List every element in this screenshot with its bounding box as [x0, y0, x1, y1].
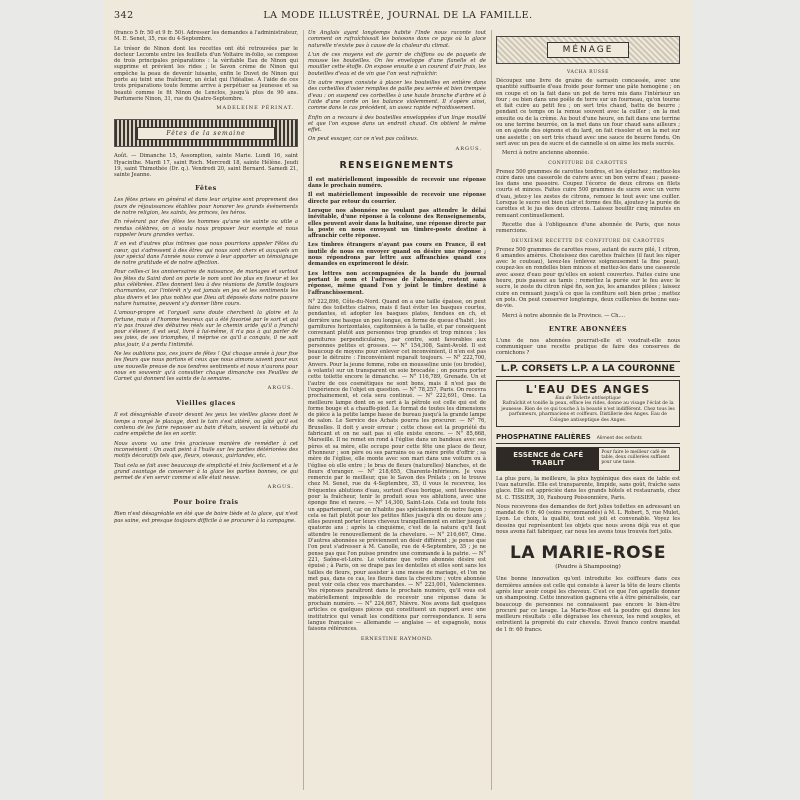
paragraph: Un autre moyen consiste à placer les bouteilles en entière dans des corbeilles d'osier remplies de paille peu serrée et bien trempée d'eau : on suspend ces corbeilles à une haute branche d'arbre et à l'aide d'une corde on les balance violemment. Il s'opère ainsi, comme dans le cas précédent, un assez rapide refroidissement.	[308, 80, 486, 112]
paragraph: Prenez 500 grammes de carottes tendres, et les épluchez ; mettez-les cuire dans une casserole de cuivre avec un bon verre d'eau ; passez-les dans une passoire. Coupez l'écorce de deux citrons en filets courts et minces. Faites cuire 500 grammes de sucre avec un verre d'eau, jetez-y les zestes de citrons, remuez le tout avec une cuiller. Lorsque le sucre est bien clair et forme des fils, ajoutez-y la purée de carottes et le jus des deux citrons. Laissez bouillir cinq minutes en remuant continuellement.	[496, 168, 680, 219]
section-title: Vieilles glaces	[176, 399, 236, 408]
journal-title: LA MODE ILLUSTRÉE, JOURNAL DE LA FAMILLE.	[263, 10, 533, 21]
paragraph: Merci à notre abonnée de la Province. — Ch....	[502, 312, 626, 319]
paragraph: L'une de nos abonnées pourrait-elle et voudrait-elle nous communiquer une recette pratique de faire des conserves de cornichons ?	[496, 337, 680, 357]
section-heading: RENSEIGNEMENTS	[339, 159, 455, 171]
paragraph: Il est désagréable d'avoir devant les yeux les vieilles glaces dont le temps a rongé le placage, dont le tain s'est altéré, ou gâté qu'il est contenu de les faire repasser au bain d'étain, souvent la vétusté du cadre empêche de les en sortir.	[114, 412, 298, 438]
page-number: 342	[114, 10, 134, 21]
banner-label: Fêtes de la semaine	[137, 127, 275, 140]
advert-subtitle: Eau de Toilette antiseptique	[555, 395, 621, 401]
paragraph: La plus pure, la meilleure, la plus hygiénique des eaux de table est l'eau naturelle. Elle est transparente, limpide, sans goût, fraîche sans glace. Elle est appréciée dans les grands hôtels et restaurants, chez M. C. TISSIER, 30, Faubourg Poissonnière, Paris.	[496, 475, 680, 501]
banner-label: MÉNAGE	[547, 42, 629, 58]
paragraph: L'amour-propre et l'orgueil sans doute cherchent la gloire et la fortune, mais si l'homme heureux qui a été favorisé par le sort et qui n'a pas trouvé des débuires réels sur le chemin aride qu'il a franchi pour s'élever, il est seul, livré à lui-même, il n'a pas à qui parler de ses joies, de ses triomphes, il méprise ce qu'il a conquis, il ne sait plus jouir, il a perdu l'intimité.	[114, 310, 298, 348]
paragraph: On peut essayer, car ce n'est pas coûteux.	[308, 136, 419, 143]
paragraph: Prenez 500 grammes de carottes roses, autant de sucre pilé, 1 citron, 6 amandes amères. Choisissez des carottes fraîches (il faut les râper avec le couteau), lavez-les (enlevez soigneusement la fine peau), coupez-les en rondelles bien minces et mettez-les dans une casserole avec assez d'eau pour qu'elles en soient couvertes. Faites cuire une heure, puis passez au tamis ; remettez la purée sur le feu avec le sucre, le zeste du citron râpé fin, son jus, les amandes pilées ; laissez cuire en remuant jusqu'à ce que la confiture soit bien prise ; mettez en pots. On peut conserver longtemps, deux cuillerées de bonne eau-de-vie.	[496, 246, 680, 310]
paragraph: Il en est d'autres plus intimes que nous pourrions appeler Fêtes du cœur, qui s'adressent à des êtres qui nous sont chers et auxquels un jour spécial dans l'année nous convie à leur apporter un témoignage de notre gratitude et de notre affection.	[114, 241, 298, 267]
paragraph: Merci à notre ancienne abonnée.	[502, 150, 590, 157]
paragraph: Une bonne innovation qu'ont introduite les coiffeurs dans ces dernières années est celle qui consiste à laver la tête de leurs clients après leur avoir coupé les cheveux. C'est ce que l'on appelle donner un shampooing. Cette innovation gagnera vite à être généralisée, car beaucoup de personnes ne connaissent pas encore le bien-être procuré par ce lavage. La Marie-Rose est la poudre qui donne les meilleurs résultats : elle dégraisse les cheveux, les rend souples, et entretient la propreté du cuir chevelu. Envoi franco contre mandat de 1 fr. 60 francs.	[496, 576, 680, 633]
paragraph: En révérant par des fêtes les hommes qu'une vie sainte ou utile a rendus célèbres, on a voulu nous proposer leur exemple et nous rappeler leurs grandes vertus.	[114, 219, 298, 238]
paragraph: N° 222,896, Côte-du-Nord. Quand on a une taille épaisse, on peut faire des toilettes claires, mais il faut éviter les basques courtes, pendantes, et adopter les basques plates, fendues en ch, et derrière une basque un peu longue, en forme de queue d'habit ; les garnitures horizontales, capitonnées à la taille, et par conséquent convenant plutôt aux personnes trop grandes et trop minces ; les garnitures perpendiculaires, par contre, sont favorables aux personnes petites et grosses. — N° 154,308, Saint-Avold. Il est beaucoup de moyens pour enlever cet inconvénient, il n'en est pas pour le détruire : l'inconvénient reparaît toujours. — N° 222,700, Anvers. Pour la jeune femme, robe en mousseline unie (ou brodée), à volants) sur un transparent en soie brocadée ; on pourra porter cette toilette encore le dimanche. — N° 116,789, Grenade. Un et l'autre de ces cosmétiques ne sont bons, mais il n'est pas de l'expérience de l'objet en question. — N° 78,257, Paris. On recevra prochainement, et cela sera continué. — N° 222,691, Ome. La meilleure lampe dont on se sert à la pétrole est celle qui est de forme bouge et a chauffe-pied. Le format de toutes les dimensions de pièce à la petite lampe basse de bureau jusqu'à la grande lampe de salon. Le Service des Achats pourra les procurer. — N° 76, Bruxelles. Il doit y avoir erreur ; cette chose est la propriété du fabricant et on ne sait pas si elle existe encore. — N° 85,668, Marseille. Il ne remet en rond à l'église dans un bandeau avec ses pères et sa mère, elle occupe pour cette fête une place de fleur, d'honneur ; son père ou ses parrains ou sa mère prête d'offrir ; sa mère de l'église, elle monte avec son mari dans une voiture ou à l'église où elle entre ; le bras de fleurs (naturelles) blanches, et de fleurs d'oranger. — N° 218,655, Charente-Inférieure. Je vous remercie par le meilleur, que le Savon des Prélats ; on le trouve chez M. Senet, rue du 4-Septembre, 35, il vous le recevrez, les fréquentes ablutions d'eau, surtout d'eau borique, sont favorables pour la fraîcheur, tenir le produit sous vos ablutions, avec une éponge fine et neuve. — N° 14,300, Saint-Lois. Cela est toute fois un appartement, car on n'habite pas spécialement de notre façon ; cela se fait plutôt pour les petites filles jusqu'à dix ou douze ans ; elles peuvent porter leurs cheveux tranquillement en entier jusqu'à quatorze ans ; après la cinquième, c'est de la nature qu'il faut attendre le renouvellement de la chevelure. — N° 216,667, Ome. D'autres abonnées se préviennent un désir différent ; je pense que l'on peut s'adresser à M. Canolle, rue de 4-Septembre, 35 ; je ne pense pas que l'on puisse prendre une commande à la patrie. — N° 221, Saône-et-Loire. Le volume que votre abonnée désire est épuisé ; à Paris, on se drape pas les dentelles et elles sont sans les tailles de fleurs, pour assister à une messe de mariage, et l'on ne met pas, dans ce cas, les fleurs dans la chevelure ; votre abonnée peut voir cela chez vos marchandes. — N° 223,001, Valenciennes. Vos réponses paraîtront dans le prochain numéro, qu'il vous est matériellement impossible de recevoir une réponse dans le prochain numéro. — N° 224,667, Nièvre. Nos avons fait quelques articles ce quelques pièces qui constituent un rapport avec une institutrice qui venait les conditions par correspondance. Il sera langue française — allemande — anglaise — et espagnole, nous faisons références.	[308, 298, 486, 633]
paragraph: Nous avons vu une très gracieuse manière de remédier à cet inconvénient : On avait peint à l'huile sur les parties détériorées des motifs décoratifs tels que, fleurs, oiseaux, guirlandes, etc.	[114, 440, 298, 460]
fetes-banner-illustration	[114, 119, 298, 147]
page-header	[114, 10, 682, 24]
signature: ARGUS.	[267, 484, 294, 491]
recipe-title: VACHA RUSSE	[566, 70, 610, 75]
marie-rose-advert-title: LA MARIE-ROSE	[510, 543, 666, 564]
marie-rose-advert-subtitle: (Poudre à Shampooing)	[555, 564, 621, 571]
notice: Il est matériellement impossible de recevoir une réponse dans le prochain numéro.	[308, 176, 486, 190]
advert-tagline: Aliment des enfants	[596, 435, 642, 441]
essence-cafe-advert	[496, 447, 680, 471]
paragraph: Les fêtes prises en général et dans leur origine sont proprement des jours de réjouissances établies pour honorer les grands événements de notre religion, les saints, les princes, les héros.	[114, 197, 298, 217]
advert-title: ESSENCE de CAFÉ TRABLIT	[497, 448, 599, 470]
paragraph: Recette due à l'obligeance d'une abonnée de Paris, que nous remercions.	[496, 221, 680, 235]
advert-title: L'EAU DES ANGES	[525, 382, 651, 396]
section-title: ENTRE ABONNÉES	[548, 324, 628, 333]
paragraph: Le trésor de Ninon dont les recettes ont été retrouvées par le docteur Lecomte entre les feuillets d'un Voltaire in-folio, se compose de trois principales préparations : la véritable Eau de Ninon qui supprime et prévient les rides ; le Savon crème de Ninon qui empêche la peau de devenir luisante, enfin le Duvet de Ninon qui porte au teint une fraîcheur, un éclat qui l'idéalise. À l'aide de ces trois préparations toute femme arrive à perpétuer sa jeunesse et sa beauté comme le fit Ninon de Lenclos, jusqu'à plus de 90 ans. Parfumerie Ninon, 31, rue du Quatre-Septembre.	[114, 45, 298, 102]
menage-banner-illustration	[496, 36, 680, 64]
phosphatine-advert	[496, 431, 680, 444]
paragraph: Un Anglais ayant longtemps habité l'Inde nous raconte tout comment on rafraîchissait les boissons dans ce pays où la glace naturelle n'existe pas à cause de la chaleur du climat.	[308, 30, 486, 49]
column-rule	[491, 30, 492, 790]
paragraph: (franco 5 fr. 50 et 9 fr. 50). Adresser les demandes à l'administrateur, M. E. Senet, 35, rue du 4-Septembre.	[114, 30, 298, 43]
eau-des-anges-advert	[496, 380, 680, 427]
paragraph: Enfin on a recours à des bouteilles enveloppées d'un linge mouillé et que l'on expose dans un endroit chaud. On obtient le même effet.	[308, 114, 486, 134]
signature: MADELEINE PÉRINAT.	[216, 105, 294, 112]
column-middle	[308, 30, 486, 792]
paragraph: Pour celles-ci les anniversaires de naissance, de mariages et surtout les fêtes du Saint dont on porte le nom sont les plus en faveur et les plus célébrées. Elles donnent lieu à des réunions de famille toujours charmantes, car l'intérêt n'y est jamais en jeu et les sentiments les plus divers et les plus nobles que Dieu ait déposés dans notre pauvre nature humaine, peuvent s'y donner libre cours.	[114, 269, 298, 307]
paragraph: Il est matériellement impossible de recevoir une réponse directe par retour du courrier.	[308, 192, 486, 205]
advert-text: Rafraîchit et tonifie la peau, efface les rides, donne au visage l'éclat de la jeunesse. Rien de ce qui touche à la beauté n'est indifférent. Chez tous les parfumeurs, pharmaciens et coiffeurs. Distillerie des Anges. Eau de Cologne antiseptique des Anges.	[501, 401, 675, 424]
paragraph: Ne les oublions pas, ces jours de fêtes ! Qui chaque année à jour fixe les fleurs que nous portons et ceux que nous aimons savent pour eux une nouvelle preuve de nos tendres sentiments et nous n'aurons pour nous en souvenir qu'à consulter chaque dimanche ces Feuilles de Carnet qui donnent les saints de la semaine.	[114, 350, 298, 383]
signature: ARGUS.	[455, 145, 482, 152]
column-left	[114, 30, 298, 792]
section-title: Pour boire frais	[173, 498, 239, 507]
recipe-title: DEUXIÈME RECETTE DE CONFITURE DE CAROTTES	[511, 238, 665, 244]
paragraph: Rien n'est désagréable en été que de boire tiède et la glace, qui n'est pas saine, est presque toujours difficile à se procurer à la campagne.	[114, 511, 298, 524]
paragraph: Les timbres étrangers n'ayant pas cours en France, il est inutile de nous en envoyer quand on désire une réponse ; nous répondrons par lettre aux affranchies quand ces demandes en exprimeront le désir.	[308, 242, 486, 268]
paragraph: Les lettres non accompagnées de la bande du journal portant le nom et l'adresse de l'abonnée, restent sans réponse, même quand l'on y joint le timbre destiné à l'affranchissement.	[308, 270, 486, 296]
paragraph: Lorsque nos abonnées ne voulant pas attendre le délai inévitable, d'une réponse à la colonne des Renseignements, elles peuvent avoir dans la huitaine, une réponse directe par la poste en nous envoyant un timbre-poste destiné à affranchir cette réponse.	[308, 207, 486, 240]
paragraph: Tout cela se fait avec beaucoup de simplicité et très facilement et a le grand avantage de conserver à la glace les parties bonnes, ce qui permet de s'en servir comme si elle était neuve.	[114, 462, 298, 482]
advert-text: Pour faire le meilleur café de table, deux cuillerées suffisent pour une tasse.	[601, 449, 670, 465]
section-title: Fêtes	[195, 184, 217, 193]
column-rule	[303, 30, 304, 790]
signature: ERNESTINE RAYMOND.	[360, 635, 434, 642]
paragraph: Découpez une livre de graine de sarrasin concassée, avec une quantité suffisante d'eau froide pour former une pâte homogène ; on en coupe et on la fait dans un pot de terre mis dans l'intérieur un four ; ou bien dans une poêle de terre sur un fourneau, qu'on tourne et fait cuire au petit feu ; on sert très chaud, battu de beurre ; pendant ce temps on la remue souvent avec la cuiller ; on la met ensuite ou de la crème. Au bout d'une heure, on fait dans une terrine ou une terrine beurrée, on la met dans un four chaud sans ailleurs ; on en ajoute des oignons et du lard, on fait rissoler et on la met sur une assiette ; on sert très chaud avec une sauce de beurre fondu. On sert avec un peu de sucre et de cannelle si on aime les mets sucrés.	[496, 78, 680, 147]
advert-title: PHOSPHATINE FALIÈRES	[496, 432, 591, 441]
signature: ARGUS.	[267, 385, 294, 392]
paragraph: L'un de ces moyens est de garnir de chiffons ou de paquets de mousse les bouteilles. On les enveloppe d'une flanelle et de mouiller cette étoffe. On expose ensuite à un courant d'air frais, les bouteilles d'eau et de vin que l'on veut rafraîchir.	[308, 51, 486, 77]
recipe-title: CONFITURE DE CAROTTES	[548, 160, 628, 166]
paragraph: Nous recevrons des demandes de fort jolies toilettes en adressant un mandat de 6 fr. 40 (soins recommandés) à M. L. Robert, 5, rue Mulet, Lyon. Le choix, la qualité, tout est joli et convenable. Voyez les dessins qui représentent les objets que nous avons déjà vus et que nous avons fait fabriquer, car nous les avons tous trouvés fort jolis.	[496, 503, 680, 536]
journal-page	[104, 0, 692, 800]
saints-list: Août. — Dimanche 15, Assomption, sainte Marie. Lundi 16, saint Hyacinthe. Mardi 17, saint Roch. Mercredi 18, sainte Hélène. Jeudi 19, saint Thimothée (Dr. q.). Vendredi 20, saint Bernard. Samedi 21, sainte Jeanne.	[114, 153, 298, 179]
corsets-advert: L.P. CORSETS L.P. A LA COURONNE	[496, 361, 680, 377]
column-right	[496, 30, 680, 792]
